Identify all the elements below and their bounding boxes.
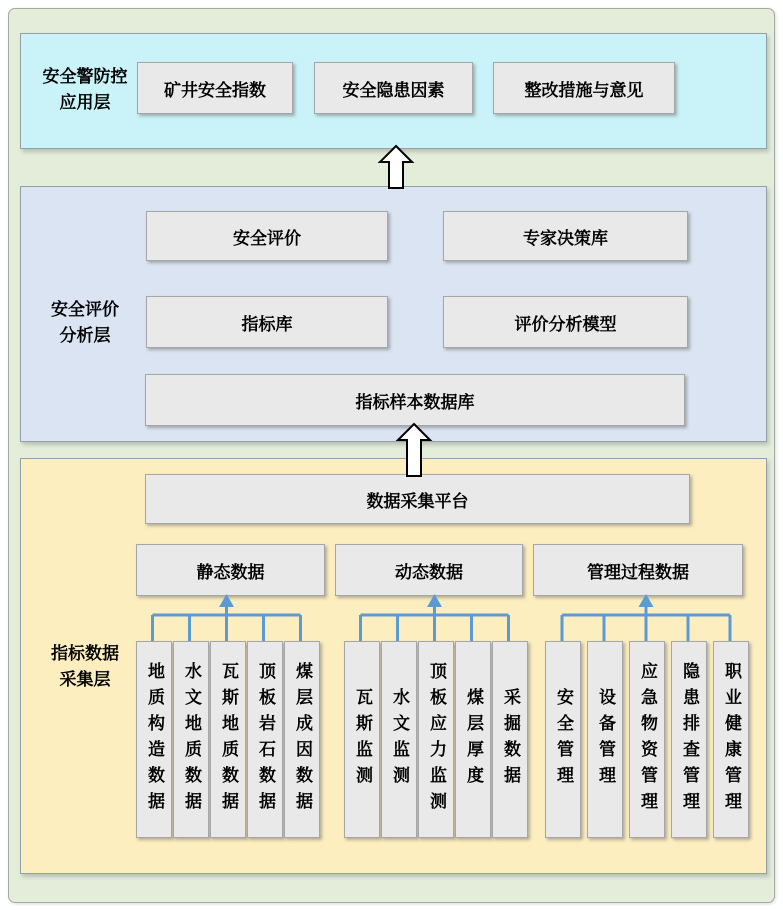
layer-application	[20, 33, 767, 149]
vbox-geological-structure-data	[136, 641, 172, 838]
vbox-equipment-management	[587, 641, 623, 838]
vbox-label: 顶板岩石数据	[256, 661, 275, 818]
vbox-label: 煤层厚度	[464, 687, 483, 792]
vbox-label: 顶板应力监测	[427, 661, 446, 818]
vbox-coal-seam-thickness	[455, 641, 491, 838]
box-indicator-sample-database: 指标样本数据库	[145, 374, 685, 426]
box-static-data: 静态数据	[136, 544, 325, 596]
box-management-process-data: 管理过程数据	[533, 544, 743, 596]
vbox-roof-rock-data	[247, 641, 283, 838]
box-data-collection-platform: 数据采集平台	[145, 474, 690, 524]
vbox-label: 安全管理	[554, 687, 573, 792]
layer-label-line: 安全评价	[51, 300, 119, 319]
flow-arrow-up-to-application	[379, 145, 413, 189]
box-expert-decision-library: 专家决策库	[443, 211, 688, 261]
vbox-label: 煤层成因数据	[293, 661, 312, 818]
layer-analysis	[20, 186, 767, 442]
arrowhead-up-icon	[639, 594, 654, 607]
vbox-coal-seam-genesis-data	[284, 641, 320, 838]
box-rectification-measures: 整改措施与意见	[493, 62, 675, 114]
flow-arrow-up-to-analysis	[397, 423, 431, 477]
vbox-hydrogeology-data	[173, 641, 209, 838]
layer-label-line: 安全警防控	[42, 67, 128, 86]
layer-analysis-label	[27, 297, 143, 349]
vbox-gas-geology-data	[210, 641, 246, 838]
connector-static-group	[136, 594, 318, 641]
vbox-emergency-supplies-management	[629, 641, 665, 838]
layer-label-line: 分析层	[59, 326, 111, 345]
vbox-excavation-data	[492, 641, 528, 838]
layer-label-line: 采集层	[59, 670, 111, 689]
vbox-label: 地质构造数据	[145, 661, 164, 818]
connector-dynamic-group	[344, 594, 525, 641]
arrowhead-up-icon	[219, 594, 234, 607]
vbox-hydrology-monitoring	[381, 641, 417, 838]
box-evaluation-analysis-model: 评价分析模型	[443, 296, 688, 348]
layer-application-label	[27, 64, 143, 116]
vbox-roof-stress-monitoring	[418, 641, 454, 838]
vbox-safety-management	[545, 641, 581, 838]
vbox-label: 瓦斯监测	[353, 687, 372, 792]
arrowhead-up-icon	[427, 594, 442, 607]
vbox-label: 采掘数据	[501, 687, 520, 792]
vbox-label: 水文监测	[390, 687, 409, 792]
box-hidden-danger-factors: 安全隐患因素	[314, 62, 473, 114]
box-dynamic-data: 动态数据	[335, 544, 523, 596]
vbox-label: 应急物资管理	[638, 661, 657, 818]
layer-collection-label	[27, 641, 143, 693]
connector-management-group	[545, 594, 755, 641]
box-indicator-library: 指标库	[146, 296, 388, 348]
vbox-label: 瓦斯地质数据	[219, 661, 238, 818]
vbox-label: 水文地质数据	[182, 661, 201, 818]
vbox-occupational-health-management	[713, 641, 749, 838]
vbox-label: 隐患排查管理	[680, 661, 699, 818]
vbox-label: 职业健康管理	[722, 661, 741, 818]
vbox-label: 设备管理	[596, 687, 615, 792]
layer-label-line: 指标数据	[51, 644, 119, 663]
layer-label-line: 应用层	[59, 93, 111, 112]
box-safety-evaluation: 安全评价	[146, 211, 388, 261]
box-mine-safety-index: 矿井安全指数	[137, 62, 293, 114]
vbox-gas-monitoring	[344, 641, 380, 838]
layer-collection	[20, 458, 767, 874]
vbox-hidden-danger-inspection-management	[671, 641, 707, 838]
